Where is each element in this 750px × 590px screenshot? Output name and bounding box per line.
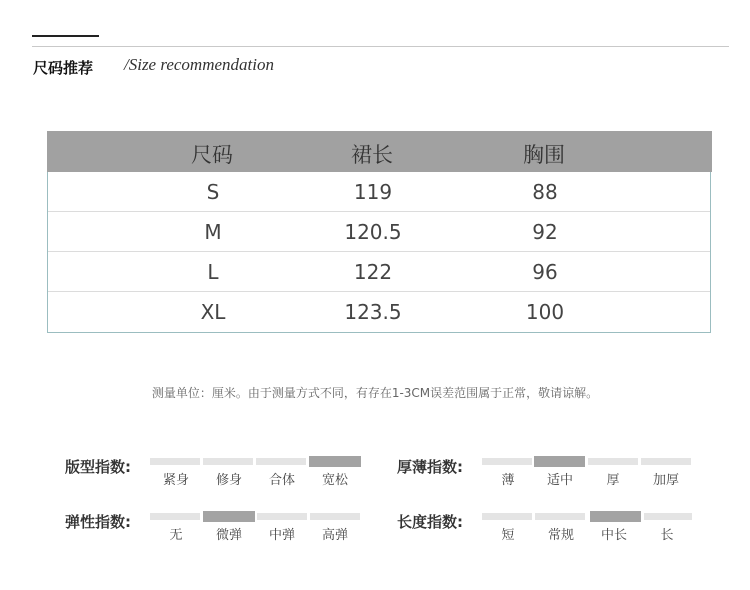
section-subtitle: /Size recommendation <box>124 55 274 74</box>
scale-option: 加厚 <box>652 473 679 488</box>
scale-option: 修身 <box>215 473 242 488</box>
scale-segment <box>482 458 532 465</box>
scale-option: 薄 <box>501 473 515 488</box>
scale-option: 短 <box>501 528 515 543</box>
column-header-length: 裙长 <box>351 143 393 167</box>
scale-option: 合体 <box>268 473 295 488</box>
scale-segment <box>588 458 638 465</box>
fit-index-label: 版型指数: <box>65 458 131 476</box>
column-header-size: 尺码 <box>191 143 233 167</box>
scale-segment <box>482 513 532 520</box>
scale-segment-selected <box>203 511 255 522</box>
cell-bust: 100 <box>525 300 565 324</box>
cell-length: 120.5 <box>344 220 402 244</box>
cell-length: 119 <box>353 180 393 204</box>
scale-option: 长 <box>660 528 674 543</box>
scale-segment <box>257 513 307 520</box>
scale-segment <box>203 458 253 465</box>
elasticity-index-label: 弹性指数: <box>65 513 131 531</box>
table-row <box>48 212 710 252</box>
scale-option: 中弹 <box>268 528 295 543</box>
scale-segment-selected <box>534 456 585 467</box>
cell-bust: 92 <box>532 220 558 244</box>
cell-length: 123.5 <box>344 300 402 324</box>
cell-length: 122 <box>353 260 393 284</box>
scale-option: 常规 <box>547 528 574 543</box>
cell-size: S <box>206 180 220 204</box>
scale-segment <box>644 513 692 520</box>
table-row <box>48 172 710 212</box>
size-table <box>47 131 711 333</box>
scale-option: 厚 <box>606 473 620 488</box>
scale-segment <box>535 513 585 520</box>
header-accent-line <box>32 35 99 37</box>
cell-bust: 88 <box>532 180 558 204</box>
table-row <box>48 292 710 332</box>
scale-option: 无 <box>169 528 183 543</box>
scale-option: 紧身 <box>162 473 189 488</box>
scale-segment <box>641 458 691 465</box>
scale-segment-selected <box>590 511 641 522</box>
scale-option-selected: 中长 <box>600 528 627 543</box>
table-header <box>47 131 712 172</box>
cell-bust: 96 <box>532 260 558 284</box>
cell-size: L <box>207 260 219 284</box>
scale-option-selected: 适中 <box>546 473 573 488</box>
cell-size: M <box>204 220 222 244</box>
scale-segment <box>256 458 306 465</box>
column-header-bust: 胸围 <box>523 143 565 167</box>
scale-option-selected: 宽松 <box>321 473 348 488</box>
measurement-note: 测量单位：厘米。由于测量方式不同，有存在1-3CM误差范围属于正常，敬请谅解。 <box>151 386 599 400</box>
scale-option: 高弹 <box>321 528 348 543</box>
scale-segment-selected <box>309 456 361 467</box>
table-row <box>48 252 710 292</box>
thickness-index-label: 厚薄指数: <box>397 458 463 476</box>
cell-size: XL <box>200 300 226 324</box>
scale-segment <box>310 513 360 520</box>
header-divider <box>32 46 729 47</box>
scale-option-selected: 微弹 <box>215 528 242 543</box>
section-title: 尺码推荐 <box>33 59 94 77</box>
scale-segment <box>150 513 200 520</box>
scale-segment <box>150 458 200 465</box>
length-index-label: 长度指数: <box>397 513 463 531</box>
